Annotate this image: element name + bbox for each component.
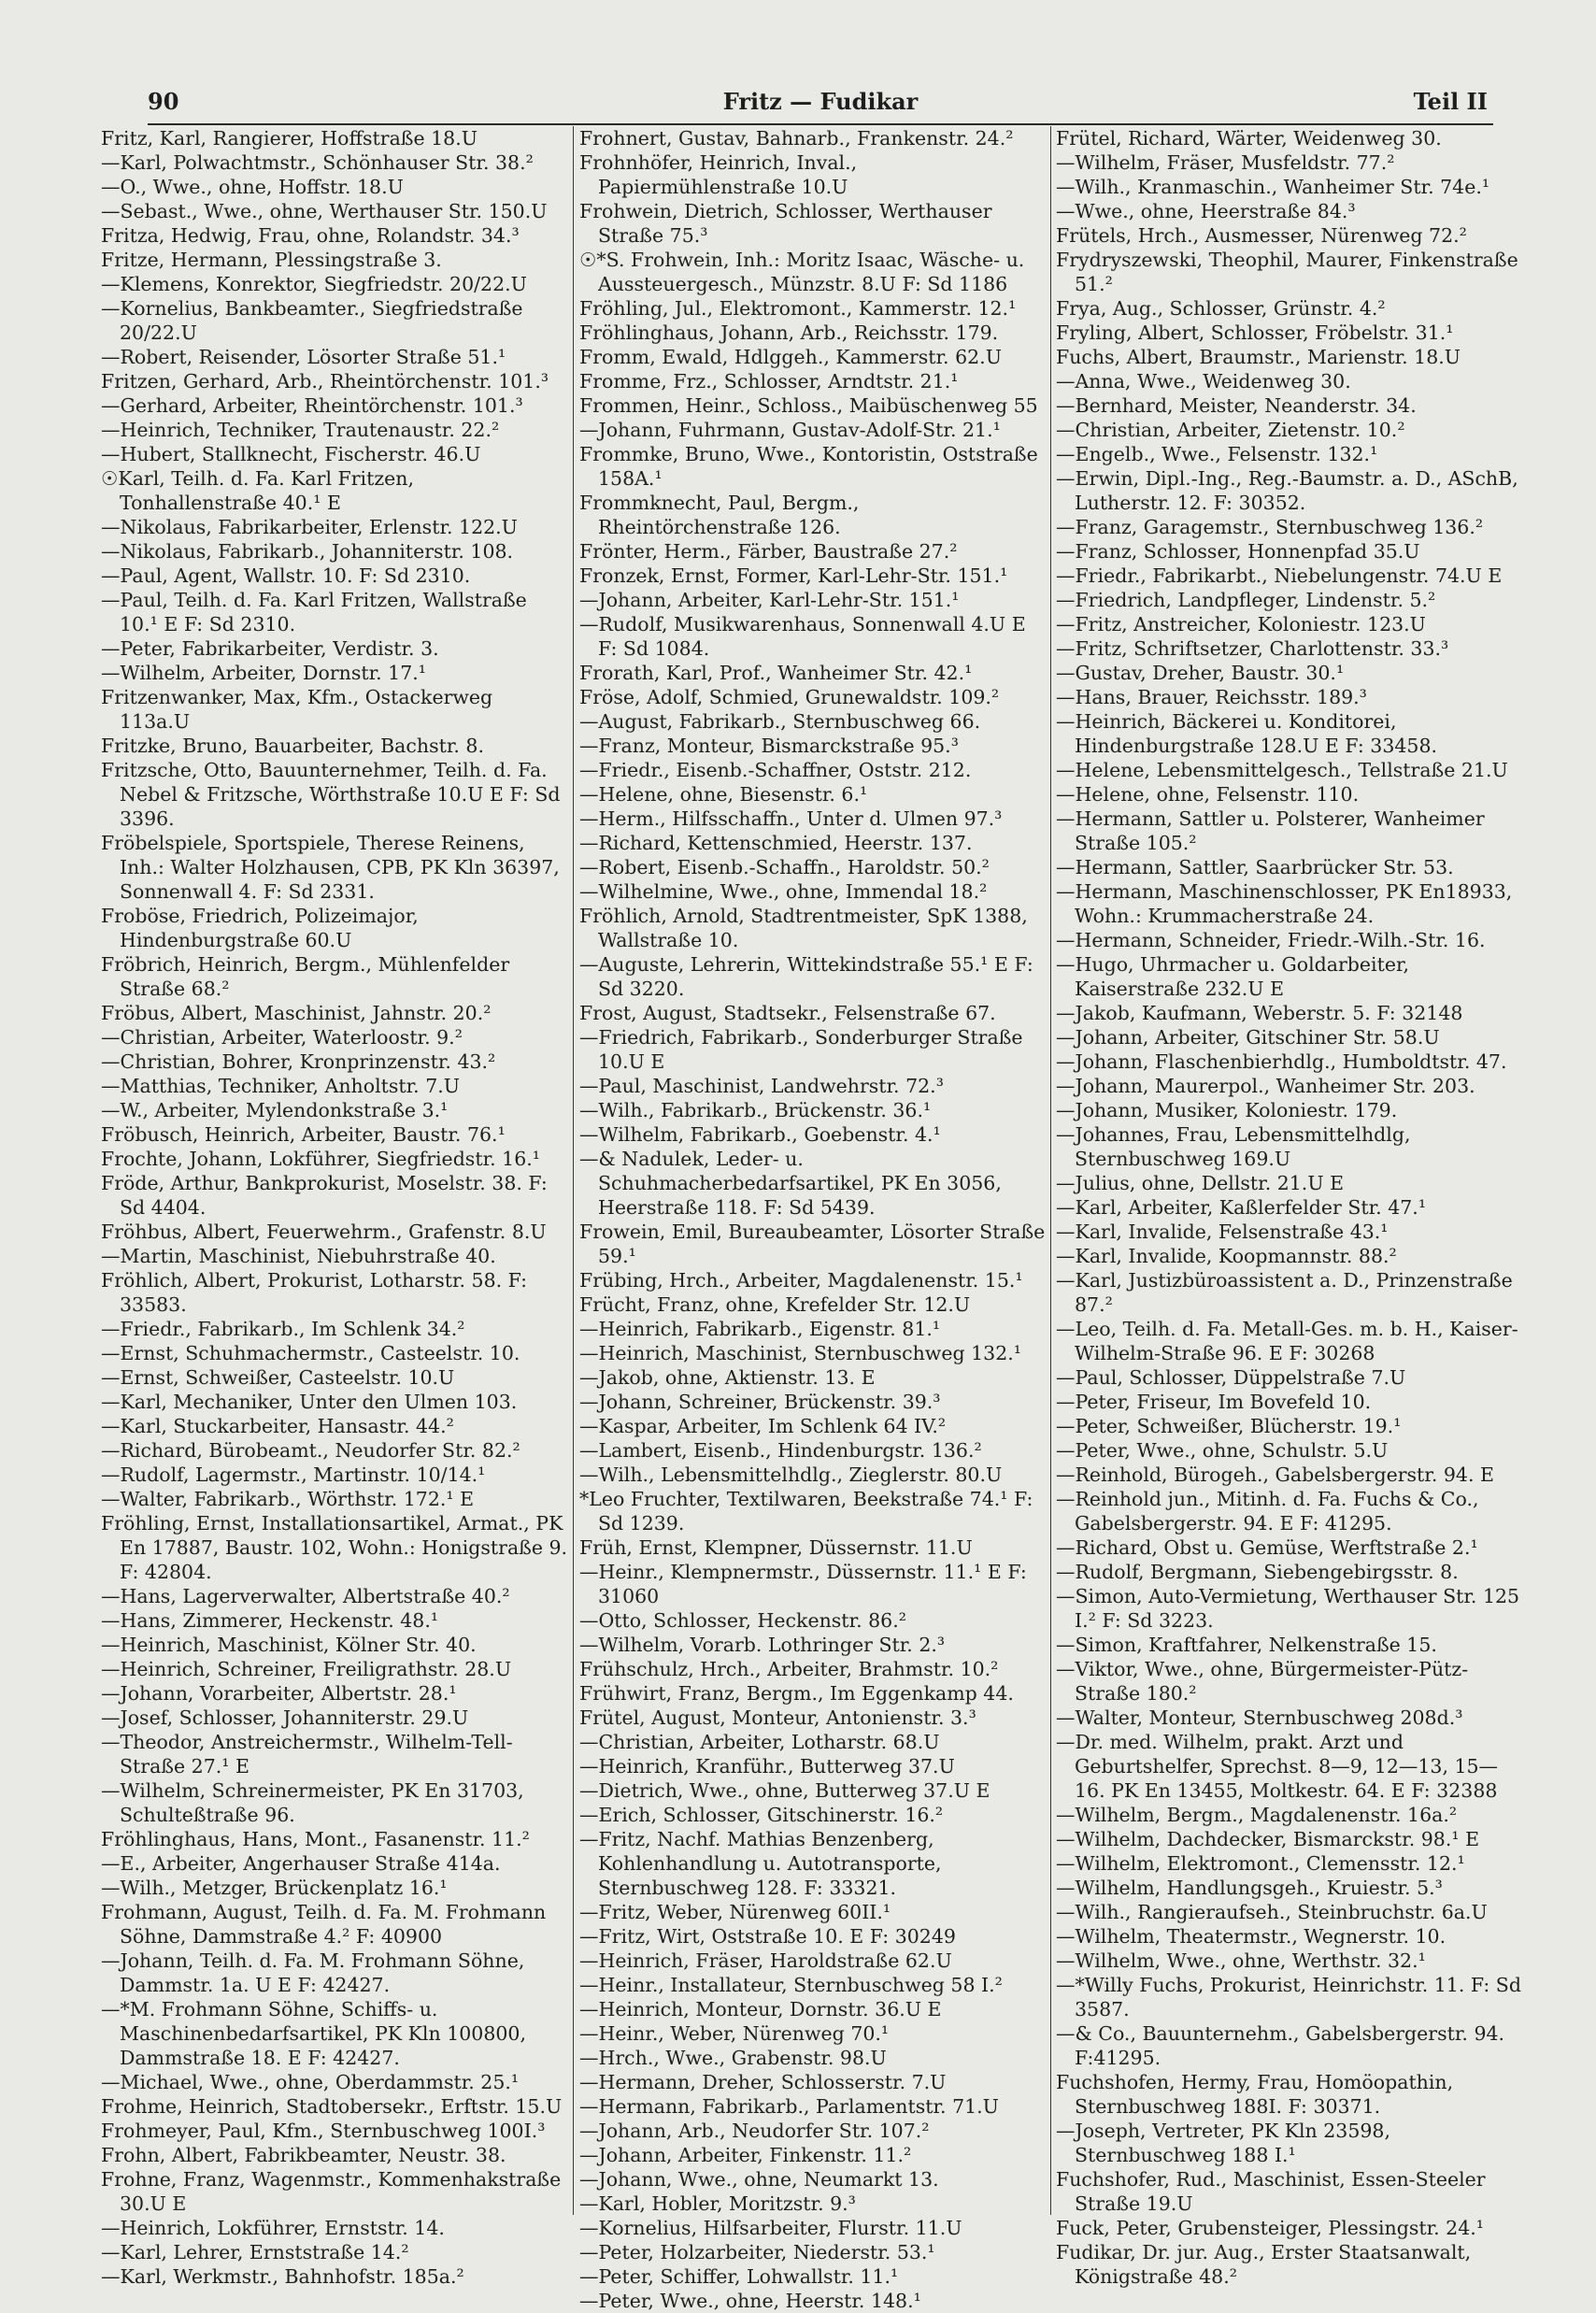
directory-entry: —Hermann, Dreher, Schlosserstr. 7.U [579,2071,947,2093]
directory-entry: —Hermann, Sattler, Saarbrücker Str. 53. [1056,856,1454,878]
directory-entry: —Karl, Invalide, Felsenstraße 43.¹ [1056,1221,1389,1243]
directory-entry: Fröbus, Albert, Maschinist, Jahnstr. 20.² [101,1002,492,1024]
directory-entry: Fronzek, Ernst, Former, Karl-Lehr-Str. 151.¹ [579,564,1008,587]
directory-entry: —Simon, Auto-Vermietung, Werthauser Str. 125 I.² F: Sd 3223. [1056,1585,1520,1632]
directory-entry: Frohnert, Gustav, Bahnarb., Frankenstr. 24.² [579,127,1014,150]
directory-entry: —Matthias, Techniker, Anholtstr. 7.U [101,1075,461,1097]
directory-entry: —Wilhelm, Schreinermeister, PK En 31703, Schulteßtraße 96. [101,1779,524,1826]
directory-entry: —Johann, Vorarbeiter, Albertstr. 28.¹ [101,1682,457,1705]
directory-column-1 [101,126,568,2288]
directory-entry: Fritza, Hedwig, Frau, ohne, Rolandstr. 34.³ [101,224,520,247]
directory-entry: —Hans, Lagerverwalter, Albertstraße 40.² [101,1585,510,1607]
directory-entry: —Johann, Wwe., ohne, Neumarkt 13. [579,2168,939,2191]
directory-column-2 [579,126,1047,2312]
directory-entry: Frühschulz, Hrch., Arbeiter, Brahmstr. 10.² [579,1658,999,1680]
directory-entry: Frydryszewski, Theophil, Maurer, Finkenstraße 51.² [1056,249,1518,295]
directory-entry: Fröhbus, Albert, Feuerwehrm., Grafenstr. 8.U [101,1221,547,1243]
directory-entry: —Kornelius, Hilfsarbeiter, Flurstr. 11.U [579,2217,962,2239]
directory-entry: Frücht, Franz, ohne, Krefelder Str. 12.U [579,1293,971,1316]
directory-entry: Frönter, Herm., Färber, Baustraße 27.² [579,540,958,563]
directory-entry: —Fritz, Anstreicher, Koloniestr. 123.U [1056,613,1426,635]
directory-entry: —Richard, Obst u. Gemüse, Werftstraße 2.¹ [1056,1536,1478,1559]
directory-entry: —Herm., Hilfsschaffn., Unter d. Ulmen 97.³ [579,807,1003,830]
directory-entry: —Wilhelm, Elektromont., Clemensstr. 12.¹ [1056,1852,1465,1875]
directory-entry: —Friedr., Fabrikarbt., Niebelungenstr. 74.U E [1056,564,1503,587]
directory-entry: —Friedr., Fabrikarb., Im Schlenk 34.² [101,1318,465,1340]
directory-entry: —Hans, Zimmerer, Heckenstr. 48.¹ [101,1609,439,1632]
directory-entry: —Engelb., Wwe., Felsenstr. 132.¹ [1056,443,1378,465]
directory-entry: Fröbelspiele, Sportspiele, Therese Reinens, Inh.: Walter Holzhausen, CPB, PK Kln 36397, Sonnenwall 4. F: Sd 2331. [101,832,560,903]
directory-entry: —Julius, ohne, Dellstr. 21.U E [1056,1172,1345,1194]
directory-entry: —Ernst, Schweißer, Casteelstr. 10.U [101,1366,455,1389]
directory-entry: —Simon, Kraftfahrer, Nelkenstraße 15. [1056,1634,1437,1656]
directory-entry: —Heinr., Installateur, Sternbuschweg 58 I.² [579,1974,1003,1996]
directory-entry: Fritzen, Gerhard, Arb., Rheintörchenstr. 101.³ [101,370,549,393]
page-part: Teil II [1413,88,1488,115]
directory-entry: —Richard, Kettenschmied, Heerstr. 137. [579,832,973,854]
directory-entry: —Peter, Holzarbeiter, Niederstr. 53.¹ [579,2241,935,2263]
directory-entry: —Heinrich, Lokführer, Ernststr. 14. [101,2217,445,2239]
directory-entry: Fritzenwanker, Max, Kfm., Ostackerweg 113a.U [101,686,493,733]
directory-entry: —Hugo, Uhrmacher u. Goldarbeiter, Kaiserstraße 232.U E [1056,953,1410,1000]
directory-entry: —Fritz, Wirt, Oststraße 10. E F: 30249 [579,1925,956,1948]
directory-entry: Fröse, Adolf, Schmied, Grunewaldstr. 109.² [579,686,1000,708]
directory-entry: Fuchs, Albert, Braumstr., Marienstr. 18.U [1056,346,1461,368]
directory-entry: —Dr. med. Wilhelm, prakt. Arzt und Geburtshelfer, Sprechst. 8—9, 12—13, 15—16. PK En 13455, Moltkestr. 64. E F: 32388 [1056,1731,1499,1802]
directory-entry: —Otto, Schlosser, Heckenstr. 86.² [579,1609,906,1632]
directory-entry: —Hermann, Schneider, Friedr.-Wilh.-Str. 16. [1056,929,1486,951]
directory-entry: Fröde, Arthur, Bankprokurist, Moselstr. 38. F: Sd 4404. [101,1172,548,1219]
directory-entry: Fröhlinghaus, Johann, Arb., Reichsstr. 179. [579,321,999,344]
directory-entry: —Johann, Fuhrmann, Gustav-Adolf-Str. 21.¹ [579,419,1001,441]
directory-entry: —Anna, Wwe., Weidenweg 30. [1056,370,1351,393]
directory-entry: —Wilh., Fabrikarb., Brückenstr. 36.¹ [579,1099,932,1121]
directory-entry: —Erwin, Dipl.-Ing., Reg.-Baumstr. a. D., ASchB, Lutherstr. 12. F: 30352. [1056,467,1518,514]
directory-entry: —Michael, Wwe., ohne, Oberdammstr. 25.¹ [101,2071,520,2093]
directory-entry: —Peter, Schweißer, Blücherstr. 19.¹ [1056,1415,1402,1437]
directory-entry: Frommknecht, Paul, Bergm., Rheintörchenstraße 126. [579,492,860,538]
directory-entry: Frommen, Heinr., Schloss., Maibüschenweg 55 [579,394,1038,417]
directory-entry: —Paul, Teilh. d. Fa. Karl Fritzen, Wallstraße 10.¹ E F: Sd 2310. [101,589,527,635]
directory-entry: —Reinhold, Bürogeh., Gabelsbergerstr. 94. E [1056,1463,1494,1486]
directory-entry: —Peter, Friseur, Im Bovefeld 10. [1056,1391,1372,1413]
directory-entry: Fudikar, Dr. jur. Aug., Erster Staatsanwalt, Königstraße 48.² [1056,2241,1472,2288]
directory-entry: —Wilh., Rangieraufseh., Steinbruchstr. 6a.U [1056,1901,1488,1923]
directory-entry: Frohne, Franz, Wagenmstr., Kommenhakstraße 30.U E [101,2168,562,2215]
directory-entry: —Johann, Teilh. d. Fa. M. Frohmann Söhne, Dammstr. 1a. U E F: 42427. [101,1949,525,1996]
directory-entry: —Franz, Garagemstr., Sternbuschweg 136.² [1056,516,1484,538]
directory-entry: —Heinr., Klempnermstr., Düssernstr. 11.¹ E F: 31060 [579,1561,1027,1607]
directory-entry: —Johann, Arb., Neudorfer Str. 107.² [579,2120,930,2142]
directory-entry: —Kornelius, Bankbeamter., Siegfriedstraße 20/22.U [101,297,523,344]
directory-entry: —Nikolaus, Fabrikarb., Johanniterstr. 108. [101,540,514,563]
directory-entry: —Walter, Monteur, Sternbuschweg 208d.³ [1056,1706,1463,1729]
directory-entry: —Heinrich, Kranführ., Butterweg 37.U [579,1755,955,1778]
directory-entry: Fryling, Albert, Schlosser, Fröbelstr. 31.¹ [1056,321,1454,344]
directory-entry: —Helene, ohne, Biesenstr. 6.¹ [579,783,868,806]
directory-entry: —Karl, Lehrer, Ernststraße 14.² [101,2241,409,2263]
directory-entry: —Jakob, Kaufmann, Weberstr. 5. F: 32148 [1056,1002,1463,1024]
directory-entry: —Dietrich, Wwe., ohne, Butterweg 37.U E [579,1779,990,1802]
directory-entry: —Wilhelm, Bergm., Magdalenenstr. 16a.² [1056,1804,1458,1826]
directory-entry: —Franz, Schlosser, Honnenpfad 35.U [1056,540,1420,563]
directory-entry: —Fritz, Weber, Nürenweg 60II.¹ [579,1901,891,1923]
directory-entry: —E., Arbeiter, Angerhauser Straße 414a. [101,1852,501,1875]
directory-entry: —Peter, Wwe., ohne, Heerstr. 148.¹ [579,2290,921,2312]
directory-entry: Fröhlich, Albert, Prokurist, Lotharstr. 58. F: 33583. [101,1269,528,1316]
directory-entry: —Gustav, Dreher, Baustr. 30.¹ [1056,662,1345,684]
directory-entry: —Wilhelm, Wwe., ohne, Werthstr. 32.¹ [1056,1949,1426,1972]
directory-entry: —Johann, Musiker, Koloniestr. 179. [1056,1099,1398,1121]
directory-entry: —Nikolaus, Fabrikarbeiter, Erlenstr. 122.U [101,516,518,538]
directory-entry: —Bernhard, Meister, Neanderstr. 34. [1056,394,1417,417]
directory-entry: Frya, Aug., Schlosser, Grünstr. 4.² [1056,297,1386,320]
directory-entry: —Hrch., Wwe., Grabenstr. 98.U [579,2047,887,2069]
directory-entry: —August, Fabrikarb., Sternbuschweg 66. [579,710,981,733]
directory-entry: —Erich, Schlosser, Gitschinerstr. 16.² [579,1804,944,1826]
directory-entry: —Heinr., Weber, Nürenweg 70.¹ [579,2022,890,2045]
directory-entry: —Hermann, Sattler u. Polsterer, Wanheimer Straße 105.² [1056,807,1485,854]
directory-entry: —Christian, Bohrer, Kronprinzenstr. 43.² [101,1050,496,1073]
directory-entry: —Wilh., Metzger, Brückenplatz 16.¹ [101,1877,448,1899]
directory-entry: —Paul, Schlosser, Düppelstraße 7.U [1056,1366,1406,1389]
directory-entry: —Auguste, Lehrerin, Wittekindstraße 55.¹ E F: Sd 3220. [579,953,1033,1000]
directory-entry: —Karl, Invalide, Koopmannstr. 88.² [1056,1245,1397,1267]
directory-entry: Fröhling, Jul., Elektromont., Kammerstr. 12.¹ [579,297,1017,320]
directory-entry: —Hermann, Maschinenschlosser, PK En18933, Wohn.: Krummacherstraße 24. [1056,880,1513,927]
directory-entry: —Helene, ohne, Felsenstr. 110. [1056,783,1360,806]
directory-entry: Fuchshofer, Rud., Maschinist, Essen-Steeler Straße 19.U [1056,2168,1486,2215]
directory-entry: —O., Wwe., ohne, Hoffstr. 18.U [101,176,404,198]
directory-entry: —Karl, Werkmstr., Bahnhofstr. 185a.² [101,2265,464,2288]
directory-entry: Fromme, Frz., Schlosser, Arndtstr. 21.¹ [579,370,959,393]
directory-entry: —Wilh., Kranmaschin., Wanheimer Str. 74e.¹ [1056,176,1490,198]
directory-entry: —Paul, Agent, Wallstr. 10. F: Sd 2310. [101,564,471,587]
directory-entry: —Peter, Schiffer, Lohwallstr. 11.¹ [579,2265,899,2288]
directory-entry: Fuck, Peter, Grubensteiger, Plessingstr. 24.¹ [1056,2217,1484,2239]
directory-entry: —Karl, Mechaniker, Unter den Ulmen 103. [101,1391,518,1413]
directory-entry: —Hermann, Fabrikarb., Parlamentstr. 71.U [579,2095,999,2118]
directory-entry: —Wilhelm, Vorarb. Lothringer Str. 2.³ [579,1634,946,1656]
directory-entry: Fröhlinghaus, Hans, Mont., Fasanenstr. 11.² [101,1828,530,1850]
directory-entry: Frütels, Hrch., Ausmesser, Nürenweg 72.² [1056,224,1467,247]
directory-entry: —Johann, Arbeiter, Gitschiner Str. 58.U [1056,1026,1440,1049]
directory-entry: Fritzsche, Otto, Bauunternehmer, Teilh. d. Fa. Nebel & Fritzsche, Wörthstraße 10.U E F: Sd 3396. [101,759,561,830]
directory-entry: —Heinrich, Bäckerei u. Konditorei, Hindenburgstraße 128.U E F: 33458. [1056,710,1438,757]
directory-entry: —Franz, Monteur, Bismarckstraße 95.³ [579,735,959,757]
column-divider [1050,126,1051,2215]
directory-entry: ☉*S. Frohwein, Inh.: Moritz Isaac, Wäsche- u. Aussteuergesch., Münzstr. 8.U F: Sd 1186 [579,249,1025,295]
directory-entry: Frost, August, Stadtsekr., Felsenstraße 67. [579,1002,996,1024]
directory-entry: —Jakob, ohne, Aktienstr. 13. E [579,1366,876,1389]
page-number: 90 [148,88,179,115]
directory-entry: —Christian, Arbeiter, Lotharstr. 68.U [579,1731,940,1753]
directory-entry: —Wilhelm, Fräser, Musfeldstr. 77.² [1056,151,1395,174]
directory-entry: —Hans, Brauer, Reichsstr. 189.³ [1056,686,1367,708]
column-divider [573,126,574,2215]
directory-entry: —Christian, Arbeiter, Waterloostr. 9.² [101,1026,463,1049]
directory-entry: —Leo, Teilh. d. Fa. Metall-Ges. m. b. H., Kaiser-Wilhelm-Straße 96. E F: 30268 [1056,1318,1518,1364]
directory-entry: Frohwein, Dietrich, Schlosser, Werthauser Straße 75.³ [579,200,992,247]
directory-entry: Fröbrich, Heinrich, Bergm., Mühlenfelder Straße 68.² [101,953,510,1000]
directory-entry: —Josef, Schlosser, Johanniterstr. 29.U [101,1706,469,1729]
directory-entry: —Christian, Arbeiter, Zietenstr. 10.² [1056,419,1405,441]
directory-entry: —Karl, Arbeiter, Kaßlerfelder Str. 47.¹ [1056,1196,1427,1219]
directory-entry: —Friedrich, Fabrikarb., Sonderburger Straße 10.U E [579,1026,1023,1073]
directory-entry: Fröhling, Ernst, Installationsartikel, Armat., PK En 17887, Baustr. 102, Wohn.: Honigstraße 9. F: 42804. [101,1512,568,1583]
directory-entry: Fritz, Karl, Rangierer, Hoffstraße 18.U [101,127,478,150]
directory-entry: —Heinrich, Schreiner, Freiligrathstr. 28.U [101,1658,512,1680]
directory-entry: Frohn, Albert, Fabrikbeamter, Neustr. 38. [101,2144,506,2166]
directory-entry: Froböse, Friedrich, Polizeimajor, Hindenburgstraße 60.U [101,905,419,951]
directory-entry: —Heinrich, Techniker, Trautenaustr. 22.² [101,419,500,441]
directory-entry: —Wilhelm, Theatermstr., Wegnerstr. 10. [1056,1925,1446,1948]
directory-entry: —Heinrich, Monteur, Dornstr. 36.U E [579,1998,942,2020]
directory-entry: Frühwirt, Franz, Bergm., Im Eggenkamp 44. [579,1682,1014,1705]
directory-column-3 [1056,126,1523,2288]
directory-entry: —Rudolf, Musikwarenhaus, Sonnenwall 4.U E F: Sd 1084. [579,613,1026,660]
directory-entry: —Wilhelm, Handlungsgeh., Kruiestr. 5.³ [1056,1877,1443,1899]
directory-entry: —Friedrich, Landpfleger, Lindenstr. 5.² [1056,589,1436,611]
directory-entry: —Wilhelm, Dachdecker, Bismarckstr. 98.¹ E [1056,1828,1480,1850]
directory-entry: —Karl, Hobler, Moritzstr. 9.³ [579,2192,856,2215]
directory-entry: —Helene, Lebensmittelgesch., Tellstraße 21.U [1056,759,1508,781]
directory-entry: —Heinrich, Maschinist, Kölner Str. 40. [101,1634,477,1656]
directory-entry: —Klemens, Konrektor, Siegfriedstr. 20/22.U [101,273,527,295]
directory-entry: —Ernst, Schuhmachermstr., Casteelstr. 10. [101,1342,520,1364]
directory-entry: —Robert, Eisenb.-Schaffn., Haroldstr. 50.² [579,856,990,878]
directory-entry: —& Nadulek, Leder- u. Schuhmacherbedarfsartikel, PK En 3056, Heerstraße 118. F: Sd 5439. [579,1148,1002,1219]
directory-entry: —Johann, Flaschenbierhdlg., Humboldtstr. 47. [1056,1050,1507,1073]
directory-entry: —Peter, Fabrikarbeiter, Verdistr. 3. [101,637,439,660]
directory-entry: —Karl, Polwachtmstr., Schönhauser Str. 38.² [101,151,534,174]
directory-entry: —W., Arbeiter, Mylendonkstraße 3.¹ [101,1099,449,1121]
directory-entry: —Richard, Bürobeamt., Neudorfer Str. 82.² [101,1439,520,1462]
directory-entry: Fröhlich, Arnold, Stadtrentmeister, SpK 1388, Wallstraße 10. [579,905,1028,951]
directory-entry: Früh, Ernst, Klempner, Düssernstr. 11.U [579,1536,973,1559]
directory-entry: Frowein, Emil, Bureaubeamter, Lösorter Straße 59.¹ [579,1221,1046,1267]
directory-entry: —Heinrich, Fräser, Haroldstraße 62.U [579,1949,952,1972]
directory-entry: Fröbusch, Heinrich, Arbeiter, Baustr. 76.¹ [101,1123,506,1146]
directory-entry: —Johann, Schreiner, Brückenstr. 39.³ [579,1391,941,1413]
directory-entry: Fritzke, Bruno, Bauarbeiter, Bachstr. 8. [101,735,484,757]
directory-entry: Frütel, Richard, Wärter, Weidenweg 30. [1056,127,1442,150]
directory-entry: —Peter, Wwe., ohne, Schulstr. 5.U [1056,1439,1389,1462]
directory-entry: —Wilhelm, Arbeiter, Dornstr. 17.¹ [101,662,426,684]
directory-entry: Frütel, August, Monteur, Antonienstr. 3.³ [579,1706,976,1729]
page-range: Fritz — Fudikar [722,88,919,115]
directory-entry: —Theodor, Anstreichermstr., Wilhelm-Tell-Straße 27.¹ E [101,1731,513,1778]
directory-entry: Frohnhöfer, Heinrich, Inval., Papiermühlenstraße 10.U [579,151,858,198]
directory-entry: —Reinhold jun., Mitinh. d. Fa. Fuchs & Co., Gabelsbergerstr. 94. E F: 41295. [1056,1488,1479,1535]
directory-entry: —Joseph, Vertreter, PK Kln 23598, Sternbuschweg 188 I.¹ [1056,2120,1390,2166]
directory-entry: Fritze, Hermann, Plessingstraße 3. [101,249,442,271]
directory-entry: Fromm, Ewald, Hdlggeh., Kammerstr. 62.U [579,346,1002,368]
directory-entry: Frohmeyer, Paul, Kfm., Sternbuschweg 100I.³ [101,2120,546,2142]
directory-entry: Frübing, Hrch., Arbeiter, Magdalenenstr. 15.¹ [579,1269,1023,1292]
directory-entry: —*Willy Fuchs, Prokurist, Heinrichstr. 11. F: Sd 3587. [1056,1974,1521,2020]
directory-entry: —Lambert, Eisenb., Hindenburgstr. 136.² [579,1439,982,1462]
directory-entry: —Karl, Stuckarbeiter, Hansastr. 44.² [101,1415,454,1437]
directory-entry: —Rudolf, Lagermstr., Martinstr. 10/14.¹ [101,1463,486,1486]
directory-entry: —Wwe., ohne, Heerstraße 84.³ [1056,200,1356,222]
directory-entry: —Johann, Maurerpol., Wanheimer Str. 203. [1056,1075,1475,1097]
directory-entry: —Johannes, Frau, Lebensmittelhdlg, Sternbuschweg 169.U [1056,1123,1411,1170]
directory-entry: —Wilh., Lebensmittelhdlg., Zieglerstr. 80.U [579,1463,1003,1486]
directory-entry: —Paul, Maschinist, Landwehrstr. 72.³ [579,1075,944,1097]
directory-entry: —Wilhelmine, Wwe., ohne, Immendal 18.² [579,880,988,903]
directory-entry: —Johann, Arbeiter, Finkenstr. 11.² [579,2144,912,2166]
directory-entry: —Heinrich, Maschinist, Sternbuschweg 132.¹ [579,1342,1021,1364]
directory-entry: —Rudolf, Bergmann, Siebengebirgsstr. 8. [1056,1561,1459,1583]
directory-entry: ☉Karl, Teilh. d. Fa. Karl Fritzen, Tonhallenstraße 40.¹ E [101,467,414,514]
directory-entry: Frochte, Johann, Lokführer, Siegfriedstr. 16.¹ [101,1148,540,1170]
directory-entry: —& Co., Bauunternehm., Gabelsbergerstr. 94. F:41295. [1056,2022,1505,2069]
directory-entry: —Friedr., Eisenb.-Schaffner, Oststr. 212. [579,759,972,781]
directory-entry: —Heinrich, Fabrikarb., Eigenstr. 81.¹ [579,1318,941,1340]
directory-entry: —Robert, Reisender, Lösorter Straße 51.¹ [101,346,506,368]
directory-entry: *Leo Fruchter, Textilwaren, Beekstraße 74.¹ F: Sd 1239. [579,1488,1033,1535]
directory-entry: —Sebast., Wwe., ohne, Werthauser Str. 150.U [101,200,548,222]
directory-entry: —Johann, Arbeiter, Karl-Lehr-Str. 151.¹ [579,589,960,611]
directory-entry: Frorath, Karl, Prof., Wanheimer Str. 42.¹ [579,662,973,684]
directory-entry: —Fritz, Nachf. Mathias Benzenberg, Kohlenhandlung u. Autotransporte, Sternbuschweg 128. F: 33321. [579,1828,942,1899]
directory-entry: Frohme, Heinrich, Stadtobersekr., Erftstr. 15.U [101,2095,563,2118]
directory-entry: Frohmann, August, Teilh. d. Fa. M. Frohmann Söhne, Dammstraße 4.² F: 40900 [101,1901,547,1948]
directory-entry: Fuchshofen, Hermy, Frau, Homöopathin, Sternbuschweg 188I. F: 30371. [1056,2071,1454,2118]
page-header [148,86,1493,125]
directory-entry: —Walter, Fabrikarb., Wörthstr. 172.¹ E [101,1488,475,1510]
directory-entry: —Hubert, Stallknecht, Fischerstr. 46.U [101,443,481,465]
directory-entry: —*M. Frohmann Söhne, Schiffs- u. Maschinenbedarfsartikel, PK Kln 100800, Dammstraße 18. E F: 42427. [101,1998,526,2069]
directory-entry: —Wilhelm, Fabrikarb., Goebenstr. 4.¹ [579,1123,941,1146]
directory-entry: —Fritz, Schriftsetzer, Charlottenstr. 33.³ [1056,637,1449,660]
directory-entry: Frommke, Bruno, Wwe., Kontoristin, Oststraße 158A.¹ [579,443,1038,490]
directory-entry: —Gerhard, Arbeiter, Rheintörchenstr. 101.³ [101,394,523,417]
directory-entry: —Kaspar, Arbeiter, Im Schlenk 64 IV.² [579,1415,947,1437]
directory-entry: —Martin, Maschinist, Niebuhrstraße 40. [101,1245,496,1267]
directory-entry: —Karl, Justizbüroassistent a. D., Prinzenstraße 87.² [1056,1269,1513,1316]
directory-entry: —Viktor, Wwe., ohne, Bürgermeister-Pütz-Straße 180.² [1056,1658,1469,1705]
